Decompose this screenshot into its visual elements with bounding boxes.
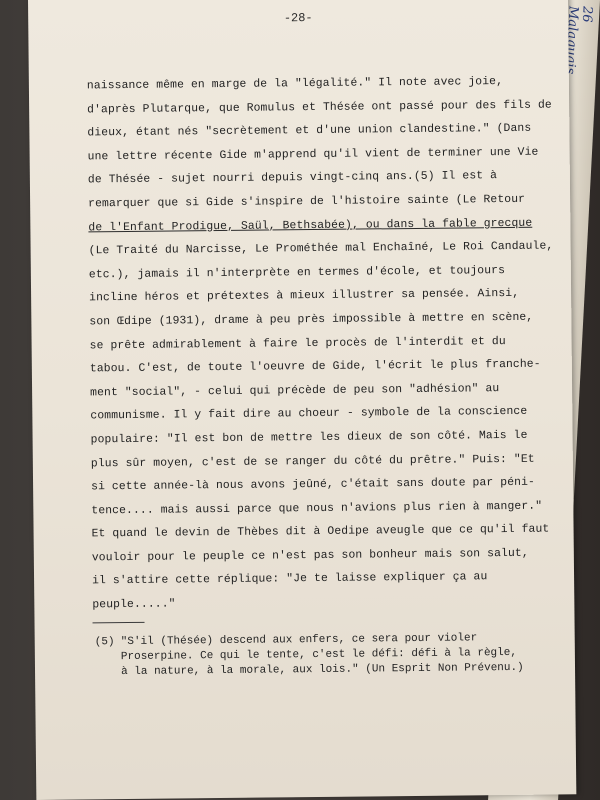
text-line: vouloir pour le peuple ce n'est pas son bonheur mais son salut, (91, 547, 529, 565)
text-line: incline héros et prétextes à mieux illustrer sa pensée. Ainsi, (89, 288, 520, 305)
text-line: d'après Plutarque, que Romulus et Thésée ont passé pour des fils de (87, 99, 552, 116)
footnote-text: "S'il (Thésée) descend aux enfers, ce sera pour violer (120, 632, 478, 649)
text-line: naissance même en marge de la "légalité." Il note avec joie, (86, 76, 504, 93)
text-line: Et quand le devin de Thèbes dit à Oedipe aveugle que ce qu'il faut (91, 523, 550, 541)
text-line: ment "social", - celui qui précède de peu son "adhésion" au (90, 382, 500, 400)
text-line: communisme. Il y fait dire au choeur - symbole de la conscience (90, 406, 528, 423)
margin-name: Malaquais (562, 6, 581, 75)
text-line: plus sûr moyen, c'est de se ranger du côté du prêtre." Puis: "Et (90, 453, 535, 470)
text-line: son Œdipe (1931), drame à peu près impossible à mettre en scène, (89, 311, 534, 329)
text-line: tabou. C'est, de toute l'oeuvre de Gide, l'écrit le plus franche- (89, 358, 541, 376)
footnote (95, 630, 567, 680)
document-page (28, 0, 576, 800)
text-line: de l'Enfant Prodigue, Saül, Bethsabée), ou dans la fable grecque (88, 217, 533, 234)
body-text (87, 70, 571, 618)
text-line: remarquer que si Gide s'inspire de l'histoire sainte (Le Retour (88, 193, 526, 211)
page-number: -28- (283, 11, 313, 26)
text-line: dieux, étant nés "secrètement et d'une union clandestine." (Dans (87, 122, 532, 140)
margin-page-ref: 26 (578, 6, 595, 23)
footnote-separator (93, 622, 145, 624)
text-line: une lettre récente Gide m'apprend qu'il vient de terminer une Vie (87, 146, 539, 164)
footnote-text: Proserpine. Ce qui le tente, c'est le défi: défi à la règle, (120, 646, 518, 664)
text-line: se prête admirablement à faire le procès de l'interdit et du (89, 335, 506, 352)
text-line: populaire: "Il est bon de mettre les dieux de son côté. Mais le (90, 429, 528, 447)
text-line: de Thésée - sujet nourri depuis vingt-cinq ans.(5) Il est à (87, 170, 498, 187)
text-line: si cette année-là nous avons jeûné, c'était sans doute par péni- (91, 476, 536, 494)
footnote-text: à la nature, à la morale, aux lois." (Un Esprit Non Prévenu.) (120, 661, 524, 679)
text-line: tence.... mais aussi parce que nous n'avions plus rien à manger." (91, 500, 543, 518)
text-line: peuple....." (92, 598, 176, 612)
footnote-number: (5) (94, 636, 115, 649)
text-line: il s'attire cette réplique: "Je te laisse expliquer ça au (92, 571, 488, 588)
text-line: (Le Traité du Narcisse, Le Prométhée mal Enchaîné, Le Roi Candaule, (88, 240, 554, 258)
text-line: etc.), jamais il n'interprète en termes d'école, et toujours (88, 264, 506, 282)
